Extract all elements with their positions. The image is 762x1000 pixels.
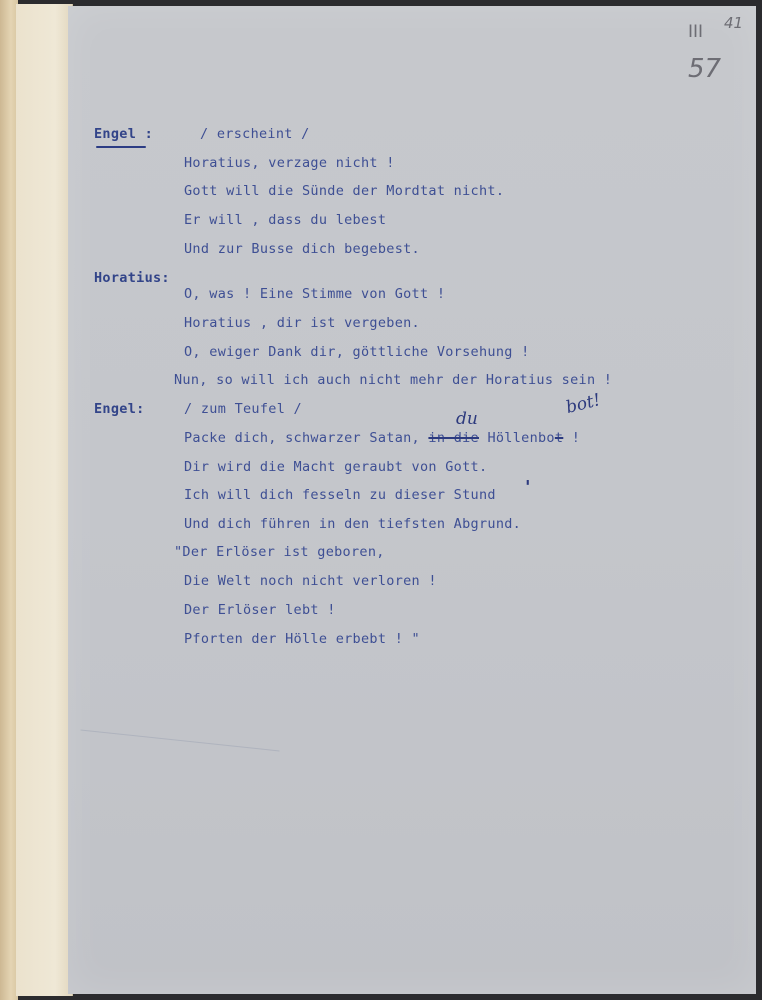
verse-line: Ich will dich fesseln zu dieser Stund bbox=[184, 487, 496, 503]
stage-direction-zum-teufel: / zum Teufel / bbox=[184, 401, 302, 417]
verse-line: Gott will die Sünde der Mordtat nicht. bbox=[184, 183, 505, 199]
speaker-horatius: Horatius: bbox=[94, 270, 170, 286]
archive-page-number: 57 bbox=[688, 54, 722, 84]
verse-line-corrected bbox=[184, 432, 580, 446]
verse-text: Höllenbo bbox=[487, 430, 555, 446]
struck-text: in die bbox=[428, 430, 479, 446]
handwritten-insert-bot: bot! bbox=[563, 390, 603, 418]
archive-folio-number: 41 bbox=[724, 14, 744, 32]
speaker-engel-1: Engel : bbox=[94, 126, 153, 142]
verse-text: ! bbox=[563, 430, 581, 446]
verse-line: Und dich führen in den tiefsten Abgrund. bbox=[184, 516, 522, 532]
handwritten-insert-du: du bbox=[456, 409, 478, 429]
backing-sheet bbox=[16, 4, 73, 996]
verse-line: Und zur Busse dich begebest. bbox=[184, 241, 420, 257]
verse-line: Der Erlöser lebt ! bbox=[184, 602, 336, 618]
verse-line: O, ewiger Dank dir, göttliche Vorsehung ! bbox=[184, 344, 530, 360]
archive-roman-numeral: III bbox=[688, 22, 704, 42]
verse-line: Nun, so will ich auch nicht mehr der Horatius sein ! bbox=[174, 372, 613, 388]
struck-letter: t bbox=[554, 430, 564, 446]
stage-direction-erscheint: / erscheint / bbox=[200, 126, 310, 142]
verse-line: Dir wird die Macht geraubt von Gott. bbox=[184, 459, 488, 475]
verse-line: "Der Erlöser ist geboren, bbox=[174, 544, 385, 560]
speaker-underline bbox=[96, 146, 146, 148]
verse-line: Pforten der Hölle erbebt ! " bbox=[184, 631, 420, 647]
verse-line: Die Welt noch nicht verloren ! bbox=[184, 573, 437, 589]
verse-line: O, was ! Eine Stimme von Gott ! bbox=[184, 286, 446, 302]
verse-line: Horatius , dir ist vergeben. bbox=[184, 315, 420, 331]
verse-line: Er will , dass du lebest bbox=[184, 212, 387, 228]
verse-line: Horatius, verzage nicht ! bbox=[184, 155, 395, 171]
speaker-engel-2: Engel: bbox=[94, 401, 145, 417]
handwritten-comma: ' bbox=[525, 477, 531, 498]
verse-text: Packe dich, schwarzer Satan, bbox=[184, 430, 420, 446]
